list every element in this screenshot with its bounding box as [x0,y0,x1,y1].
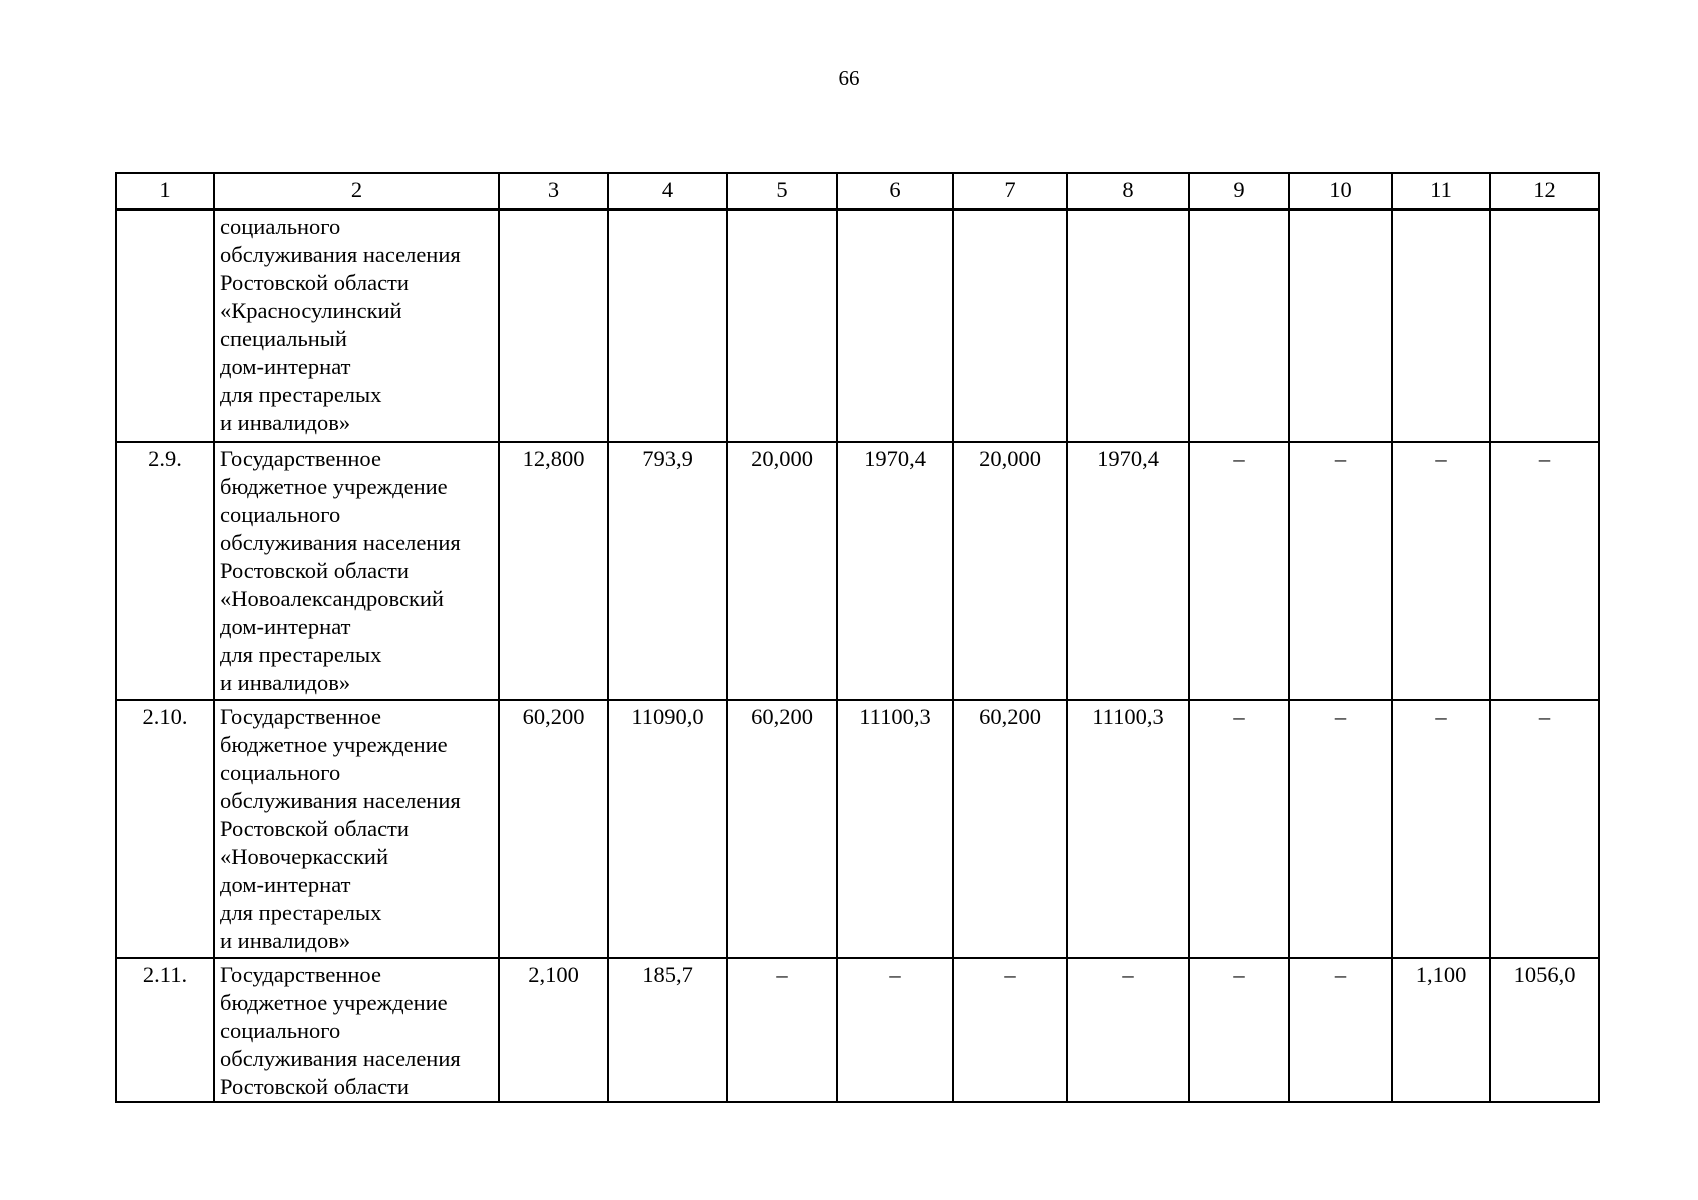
table-cell [1392,210,1490,443]
table-cell [837,210,953,443]
table-header-row [116,173,1599,210]
column-header: 7 [953,173,1067,210]
table-row [116,700,1599,958]
table-cell: – [1490,700,1599,958]
table-cell: – [1392,700,1490,958]
table-cell: 793,9 [608,442,727,700]
column-header: 11 [1392,173,1490,210]
table-cell [499,210,608,443]
institution-name: Государственное бюджетное учреждение социального обслуживания населения Ростовской области [214,958,499,1102]
table-cell [1289,210,1392,443]
institution-name: социального обслуживания населения Ростовской области «Красносулинский специальный дом-интернат для престарелых и инвалидов» [214,210,499,443]
table-cell: 1056,0 [1490,958,1599,1102]
column-header: 9 [1189,173,1289,210]
table-cell: 11100,3 [837,700,953,958]
table-cell: – [1289,442,1392,700]
table-row [116,442,1599,700]
table-cell [1490,210,1599,443]
table-cell: – [1289,958,1392,1102]
column-header: 5 [727,173,837,210]
data-table [115,172,1600,1103]
table-cell [1067,210,1189,443]
table-cell: 1,100 [1392,958,1490,1102]
table-cell: 2,100 [499,958,608,1102]
table-cell [727,210,837,443]
page-number: 66 [838,66,860,90]
row-number: 2.11. [116,958,214,1102]
table-cell: – [953,958,1067,1102]
column-header: 6 [837,173,953,210]
table-row [116,958,1599,1102]
table-cell: 1970,4 [1067,442,1189,700]
column-header: 1 [116,173,214,210]
table-cell: 11100,3 [1067,700,1189,958]
table-cell [608,210,727,443]
table-cell: 12,800 [499,442,608,700]
table-cell: – [1289,700,1392,958]
table-cell: – [1189,442,1289,700]
column-header: 10 [1289,173,1392,210]
table-cell: – [1067,958,1189,1102]
table-cell: – [1392,442,1490,700]
table-row [116,210,1599,443]
row-number: 2.10. [116,700,214,958]
table-cell: 60,200 [953,700,1067,958]
row-number: 2.9. [116,442,214,700]
column-header: 12 [1490,173,1599,210]
table-cell: 20,000 [727,442,837,700]
table-cell: – [1189,700,1289,958]
column-header: 4 [608,173,727,210]
column-header: 2 [214,173,499,210]
table-cell [953,210,1067,443]
table-cell: 185,7 [608,958,727,1102]
table-cell: – [1490,442,1599,700]
table-cell: 20,000 [953,442,1067,700]
table-cell: 60,200 [499,700,608,958]
table-cell: 11090,0 [608,700,727,958]
row-number [116,210,214,443]
table-cell: 60,200 [727,700,837,958]
table-cell: – [1189,958,1289,1102]
column-header: 3 [499,173,608,210]
column-header: 8 [1067,173,1189,210]
institution-name: Государственное бюджетное учреждение социального обслуживания населения Ростовской области «Новочеркасский дом-интернат для престарелых и инвалидов» [214,700,499,958]
table-cell: – [837,958,953,1102]
table-cell: – [727,958,837,1102]
table-cell: 1970,4 [837,442,953,700]
table-cell [1189,210,1289,443]
institution-name: Государственное бюджетное учреждение социального обслуживания населения Ростовской области «Новоалександровский дом-интернат для престарелых и инвалидов» [214,442,499,700]
